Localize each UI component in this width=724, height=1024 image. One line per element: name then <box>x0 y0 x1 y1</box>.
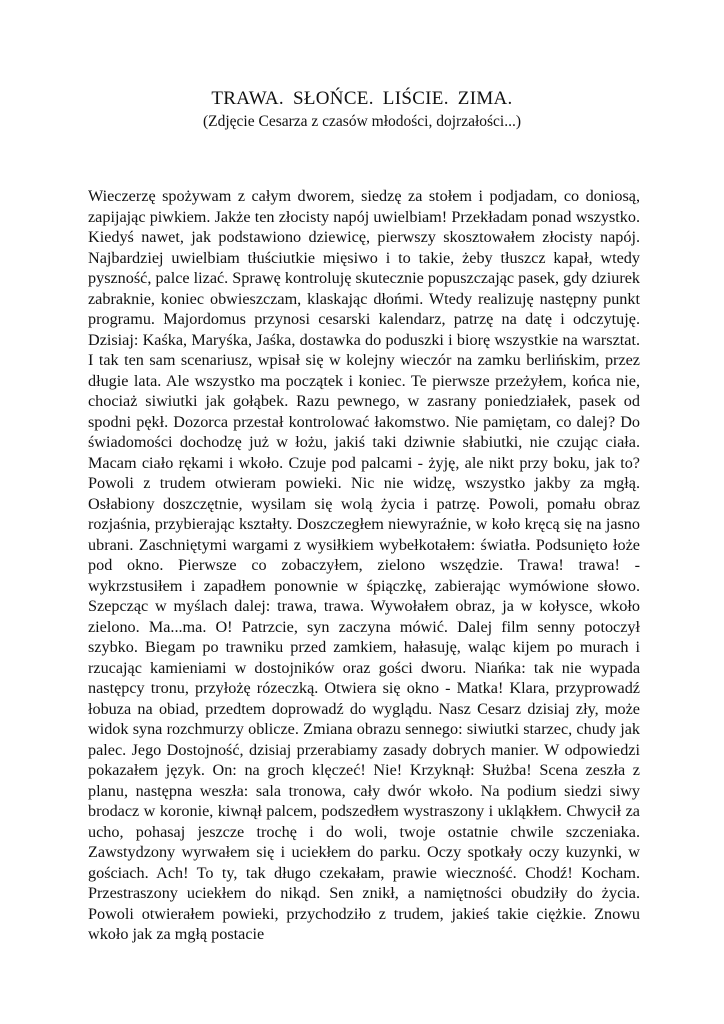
document-subtitle: (Zdjęcie Cesarza z czasów młodości, dojrzałości...) <box>202 113 522 130</box>
document-title: TRAWA. SŁOŃCE. LIŚCIE. ZIMA. <box>211 88 513 109</box>
document-body-paragraph: Wieczerzę spożywam z całym dworem, siedzę za stołem i podjadam, co doniosą, zapijając piwkiem. Jakże ten złocisty napój uwielbiam! Przekładam ponad wszystko. Kiedyś nawet, jak podstawiono dziewicę, pierwszy skosztowałem złocisty napój. Najbardziej uwielbiam tłuściutkie mięsiwo i to takie, żeby tłuszcz kapał, wtedy pyszność, palce lizać. Sprawę kontroluję skutecznie popuszczając pasek, gdy dziurek zabraknie, koniec obwieszczam, klaskając dłońmi. Wtedy realizuję następny punkt programu. Majordomus przynosi cesarski kalendarz, patrzę na datę i odczytuję. Dzisiaj: Kaśka, Maryśka, Jaśka, dostawka do poduszki i biorę wszystkie na warsztat. I tak ten sam scenariusz, wpisał się w kolejny wieczór na zamku berlińskim, przez długie lata. Ale wszystko ma początek i koniec. Te pierwsze przeżyłem, końca nie, chociaż siwiutki jak gołąbek. Razu pewnego, w zasrany poniedziałek, pasek od spodni pękł. Dozorca przestał kontrolować łakomstwo. Nie pamiętam, co dalej? Do świadomości dochodzę już w łożu, jakiś taki dziwnie słabiutki, nie czując ciała. Macam ciało rękami i wkoło. Czuje pod palcami - żyję, ale nikt przy boku, jak to? Powoli z trudem otwieram powieki. Nic nie widzę, wszystko jakby za mgłą. Osłabiony doszczętnie, wysilam się wolą życia i patrzę. Powoli, pomału obraz rozjaśnia, przybierając kształty. Doszczegłem niewyraźnie, w koło kręcą się na jasno ubrani. Zaschniętymi wargami z wysiłkiem wybełkotałem: światła. Podsunięto łoże pod okno. Pierwsze co zobaczyłem, zielono wszędzie. Trawa! trawa! - wykrzstusiłem i zapadłem ponownie w śpiączkę, zabierając wymówione słowo. Szepcząc w myślach dalej: trawa, trawa. Wywołałem obraz, ja w kołysce, wkoło zielono. Ma...ma. O! Patrzcie, syn zaczyna mówić. Dalej film senny potoczył szybko. Biegam po trawniku przed zamkiem, hałasuję, waląc kijem po murach i rzucając kamieniami w dostojników oraz gości dworu. Niańka: tak nie wypada następcy tronu, przyłożę rózeczką. Otwiera się okno - Matka! Klara, przyprowadź łobuza na obiad, przedtem doprowadź do wyglądu. Nasz Cesarz dzisiaj zły, może widok syna rozchmurzy oblicze. Zmiana obrazu sennego: siwiutki starzec, chudy jak palec. Jego Dostojność, dzisiaj przerabiamy zasady dobrych manier. W odpowiedzi pokazałem język. On: na groch klęczeć! Nie! Krzyknął: Służba! Scena zeszła z planu, następna weszła: sala tronowa, cały dwór wkoło. Na podium siedzi siwy brodacz w koronie, kiwnął palcem, podszedłem wystraszony i ukląkłem. Chwycił za ucho, pohasaj jeszcze trochę i do woli, twoje ostatnie chwile szczeniaka. Zawstydzony wyrwałem się i uciekłem do parku. Oczy spotkały oczy kuzynki, w gościach. Ach! To ty, tak długo czekałam, prawie wieczność. Chodź! Kocham. Przestraszony uciekłem do nikąd. Sen znikł, a namiętności obudziły do życia. Powoli otwierałem powieki, przychodziło z trudem, jakieś takie ciężkie. Znowu wkoło jak za mgłą postacie <box>88 187 640 943</box>
